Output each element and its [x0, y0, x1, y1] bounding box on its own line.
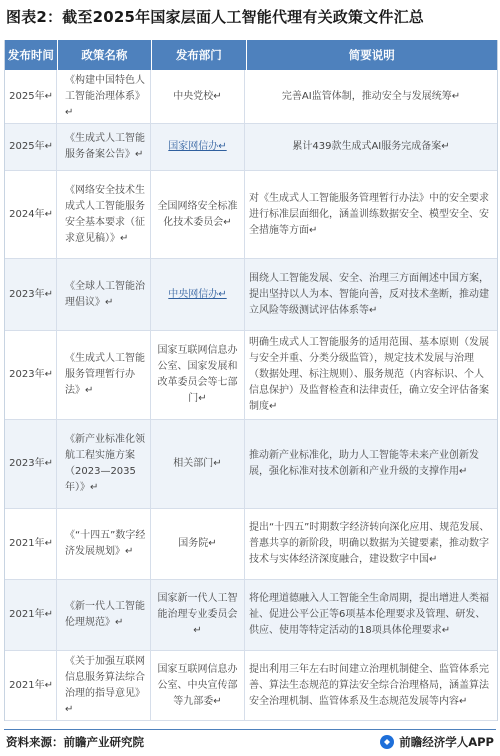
footer-divider: [4, 729, 496, 730]
table-row: [5, 509, 497, 580]
row-policy-name: 《生成式人工智能服务备案公告》↵: [57, 124, 151, 170]
row-year: 2021年↵: [5, 651, 57, 720]
table-row: [5, 580, 497, 651]
table-row: [5, 651, 497, 721]
header-policy-name: 政策名称: [58, 40, 152, 70]
row-department: [151, 124, 245, 170]
table-row: [5, 70, 497, 124]
row-year: 2023年↵: [5, 259, 57, 330]
row-year: 2023年↵: [5, 331, 57, 419]
row-year: 2021年↵: [5, 509, 57, 579]
row-department: 国家新一代人工智能治理专业委员会↵: [151, 580, 245, 650]
row-description: 提出利用三年左右时间建立治理机制健全、监管体系完善、算法生态规范的算法安全综合治理格局，涵盖算法安全治理机制、监管体系及生态规范发展等内容↵: [249, 663, 489, 707]
row-year: 2025年↵: [5, 70, 57, 123]
row-policy-name: 《生成式人工智能服务管理暂行办法》↵: [57, 331, 151, 419]
row-description: 提出“十四五”时期数字经济转向深化应用、规范发展、普惠共享的新阶段，明确以数据为关键要素，推动数字技术与实体经济深度融合，建设数字中国↵: [249, 522, 490, 565]
table-row: [5, 420, 497, 509]
row-department: 全国网络安全标准化技术委员会↵: [151, 171, 245, 258]
row-department: [151, 259, 245, 330]
row-policy-name: 《新一代人工智能伦理规范》↵: [57, 580, 151, 650]
table-row: [5, 259, 497, 331]
header-description: 简要说明: [348, 48, 395, 62]
row-description: 将伦理道德融入人工智能全生命周期，提出增进人类福祉、促进公平公正等6项基本伦理要求及管理、研发、供应、使用等特定活动的18项具体伦理要求↵: [249, 593, 489, 636]
row-policy-name: 《网络安全技术生成式人工智能服务安全基本要求（征求意见稿）》↵: [57, 171, 151, 258]
row-year: 2025年↵: [5, 124, 57, 170]
row-description: 完善AI监管体制，推动安全与发展统筹↵: [281, 90, 461, 102]
policy-table: [4, 40, 498, 721]
table-row: [5, 331, 497, 420]
row-department: 相关部门↵: [151, 420, 245, 508]
chart-title: 图表2：截至2025年国家层面人工智能代理有关政策文件汇总: [6, 8, 424, 26]
header-date: 发布时间: [5, 40, 58, 70]
table-row: [5, 124, 497, 171]
row-department: 国家互联网信息办公室、国家发展和改革委员会等七部门↵: [151, 331, 245, 419]
brand-logo-icon: [380, 735, 394, 749]
row-description: 推动新产业标准化，助力人工智能等未来产业创新发展，强化标准对技术创新和产业升级的支撑作用↵: [249, 450, 479, 477]
row-year: 2023年↵: [5, 420, 57, 508]
row-year: 2024年↵: [5, 171, 57, 258]
row-policy-name: 《新产业标准化领航工程实施方案（2023—2035年）》↵: [57, 420, 151, 508]
department-link[interactable]: 中央网信办↵: [168, 288, 227, 300]
row-description: 明确生成式人工智能服务的适用范围、基本原则（发展与安全并重、分类分级监管），规定技术发展与治理（数据处理、标注规则）、服务规范（内容标识、个人信息保护）及监督检查和法律责任，确立安全评估备案制度↵: [249, 337, 489, 412]
row-description: 累计439款生成式AI服务完成备案↵: [292, 141, 450, 152]
row-policy-name: 《构建中国特色人工智能治理体系》↵: [57, 70, 151, 123]
row-policy-name: 《“十四五”数字经济发展规划》↵: [57, 509, 151, 579]
table-header: [5, 40, 497, 70]
row-description: 对《生成式人工智能服务管理暂行办法》中的安全要求进行标准层面细化，涵盖训练数据安全、模型安全、安全措施等方面↵: [249, 192, 489, 236]
table-row: [5, 171, 497, 259]
header-department: 发布部门: [152, 40, 246, 70]
source-note: 资料来源：前瞻产业研究院: [6, 735, 144, 749]
row-policy-name: 《全球人工智能治理倡议》↵: [57, 259, 151, 330]
row-policy-name: 《关于加强互联网信息服务算法综合治理的指导意见》↵: [57, 651, 151, 720]
row-department: 中央党校↵: [151, 70, 245, 123]
row-description: 围绕人工智能发展、安全、治理三方面阐述中国方案，提出坚持以人为本、智能向善，反对技术垄断，推动建立风险等级测试评估体系等↵: [249, 272, 489, 316]
brand-name: 前瞻经济学人APP: [399, 735, 494, 749]
department-link[interactable]: 国家网信办↵: [168, 141, 227, 152]
row-department: 国务院↵: [151, 509, 245, 579]
row-year: 2021年↵: [5, 580, 57, 650]
footer: [6, 733, 494, 751]
row-department: 国家互联网信息办公室、中央宣传部等九部委↵: [151, 651, 245, 720]
brand: [380, 734, 494, 750]
